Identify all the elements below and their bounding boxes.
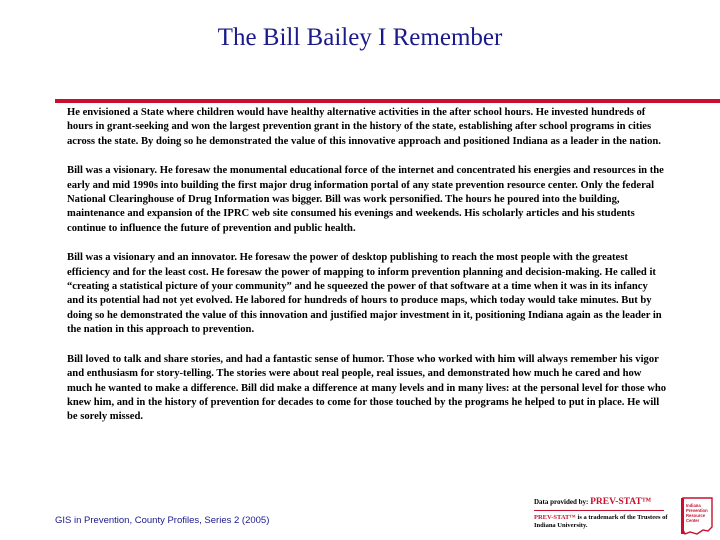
series-footer: GIS in Prevention, County Profiles, Series 2 (2005) bbox=[55, 515, 270, 526]
provided-by-line bbox=[534, 497, 684, 507]
data-credit bbox=[534, 497, 684, 530]
title-divider bbox=[55, 99, 720, 103]
body-text bbox=[67, 106, 667, 440]
credit-divider bbox=[534, 510, 664, 511]
logo-text: Indiana Prevention Resource Center bbox=[686, 503, 708, 523]
paragraph-3: Bill was a visionary and an innovator. He foresaw the power of desktop publishing to reach the most people with the greatest efficiency and for the least cost. He foresaw the power of mapping to inform prevention planning and decision-making. He called it “creating a statistical picture of your community” and he squeezed the power of that software at a time when it was in its infancy and its potential had not yet evolved. He labored for hundreds of hours to produce maps, which today would take minutes. But by doing so he demonstrated the value of this innovation and justified major investment in it, positioning Indiana again as the leader in the nation in this approach to prevention. bbox=[67, 252, 662, 336]
trademark-text: is a trademark of the Trustees of Indiana University. bbox=[534, 514, 668, 529]
paragraph-1: He envisioned a State where children would have healthy alternative activities in the after school hours. He invested hundreds of hours in grant-seeking and won the largest prevention grant in the history of the state, establishing after school programs in cities across the state. By doing so he demonstrated the value of this innovative approach and positioned Indiana as a leader in the nation. bbox=[67, 107, 661, 147]
trademark-brand: PREV-STAT™ bbox=[534, 514, 576, 521]
trademark-notice bbox=[534, 514, 684, 530]
paragraph-4: Bill loved to talk and share stories, and had a fantastic sense of humor. Those who worked with him will always remember his vigor and enthusiasm for story-telling. The stories were about real people, real issues, and demonstrated how much he cared and how much he wanted to make a difference. Bill did make a difference at many levels and in many lives: at the personal level for those who knew him, and in the history of prevention for decades to come for those touched by the programs he helped to put in place. He will be sorely missed. bbox=[67, 353, 667, 423]
page-title: The Bill Bailey I Remember bbox=[217, 24, 503, 51]
prevstat-brand: PREV-STAT™ bbox=[590, 497, 652, 507]
provided-by-label: Data provided by: bbox=[534, 498, 589, 506]
paragraph-2: Bill was a visionary. He foresaw the monumental educational force of the internet and concentrated his energies and resources in the early and mid 1990s into building the first major drug information portal of any state prevention resource center. Only the federal National Clearinghouse of Drug Information was bigger. Bill was work personified. The hours he poured into the building, maintenance and expansion of the IPRC web site consumed his evenings and weekends. His scholarly articles and his students continue to influence the future of prevention and public health. bbox=[67, 165, 664, 234]
